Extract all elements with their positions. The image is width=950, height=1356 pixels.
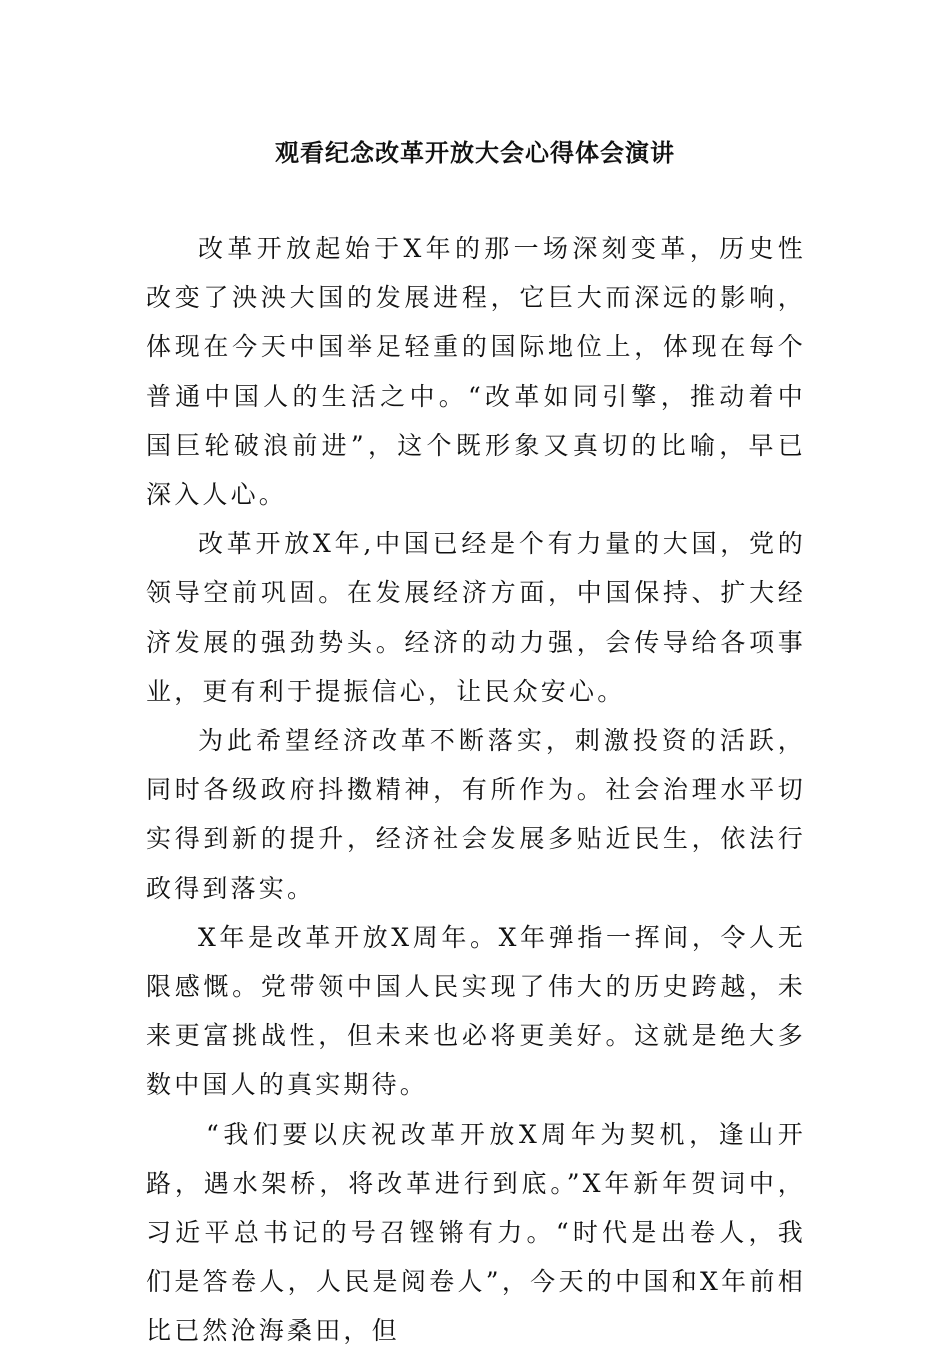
paragraph-2: 改革开放X年,中国已经是个有力量的大国，党的领导空前巩固。在发展经济方面，中国保持、扩大经济发展的强劲势头。经济的动力强，会传导给各项事业，更有利于提振信心，让民众安心。 (146, 529, 806, 706)
document-body (146, 224, 806, 1356)
paragraph-4: X年是改革开放X周年。X年弹指一挥间，令人无限感慨。党带领中国人民实现了伟大的历史跨越，未来更富挑战性，但未来也必将更美好。这就是绝大多数中国人的真实期待。 (146, 922, 806, 1100)
paragraph-3: 为此希望经济改革不断落实，刺激投资的活跃，同时各级政府抖擞精神，有所作为。社会治理水平切实得到新的提升，经济社会发展多贴近民生，依法行政得到落实。 (146, 726, 806, 903)
paragraph-5: “我们要以庆祝改革开放X周年为契机，逢山开路，遇水架桥，将改革进行到底。”X年新年贺词中，习近平总书记的号召铿锵有力。“时代是出卷人，我们是答卷人，人民是阅卷人”，今天的中国和X年前相比已然沧海桑田，但 (146, 1119, 806, 1346)
document-title: 观看纪念改革开放大会心得体会演讲 (275, 138, 675, 167)
paragraph-1: 改革开放起始于X年的那一场深刻变革，历史性改变了泱泱大国的发展进程，它巨大而深远的影响，体现在今天中国举足轻重的国际地位上，体现在每个普通中国人的生活之中。“改革如同引擎，推动着中国巨轮破浪前进”，这个既形象又真切的比喻，早已深入人心。 (146, 234, 806, 510)
